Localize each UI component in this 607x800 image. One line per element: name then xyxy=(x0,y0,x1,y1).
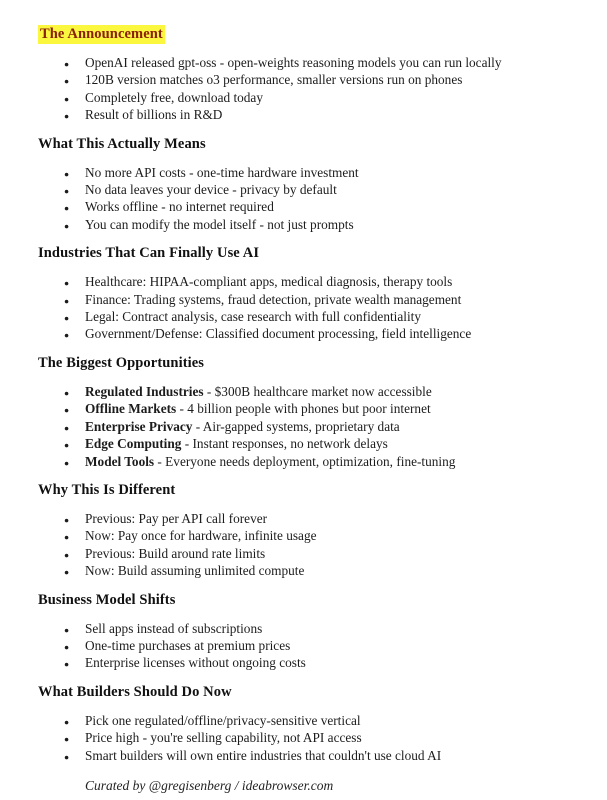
section-heading: Why This Is Different xyxy=(38,481,176,498)
bullet-item: ● Result of billions in R&D xyxy=(85,106,567,123)
bullet-item: ● Smart builders will own entire industries that couldn't use cloud AI xyxy=(85,747,567,764)
bullet-item: ● OpenAI released gpt-oss - open-weights reasoning models you can run locally xyxy=(85,54,567,71)
bullet-item: ● One-time purchases at premium prices xyxy=(85,637,567,654)
bullet-item: ● Now: Pay once for hardware, infinite usage xyxy=(85,527,567,544)
bullet-item: ● Enterprise licenses without ongoing costs xyxy=(85,654,567,671)
bullet-text: - Instant responses, no network delays xyxy=(181,436,388,452)
bullet-item: ● 120B version matches o3 performance, smaller versions run on phones xyxy=(85,71,567,88)
bullet-text: - Everyone needs deployment, optimization, fine-tuning xyxy=(154,453,456,469)
bullet-item: ● Finance: Trading systems, fraud detection, private wealth management xyxy=(85,291,567,308)
section-heading: Business Model Shifts xyxy=(38,591,176,608)
highlighted-heading-text: The Announcement xyxy=(40,26,163,42)
bullet-item: ● Pick one regulated/offline/privacy-sensitive vertical xyxy=(85,712,567,729)
bullet-item: ● Previous: Build around rate limits xyxy=(85,545,567,562)
bullet-bold-lead: Enterprise Privacy xyxy=(85,418,193,434)
bullet-item: ● No more API costs - one-time hardware investment xyxy=(85,164,567,181)
bullet-list xyxy=(38,620,567,672)
bullet-item: ● Works offline - no internet required xyxy=(85,198,567,215)
bullet-item: ● Now: Build assuming unlimited compute xyxy=(85,562,567,579)
bullet-list xyxy=(38,164,567,234)
bullet-list xyxy=(38,510,567,580)
bullet-item: ● Sell apps instead of subscriptions xyxy=(85,620,567,637)
bullet-list xyxy=(38,54,567,124)
bullet-list xyxy=(38,273,567,343)
bullet-bold-lead: Edge Computing xyxy=(85,436,182,452)
bullet-list xyxy=(38,383,567,470)
footer-credit: Curated by @gregisenberg / ideabrowser.com xyxy=(85,777,334,793)
bullet-item: ● No data leaves your device - privacy by default xyxy=(85,181,567,198)
bullet-item xyxy=(85,435,567,452)
bullet-bold-lead: Regulated Industries xyxy=(85,383,204,399)
bullet-item: ● Healthcare: HIPAA-compliant apps, medical diagnosis, therapy tools xyxy=(85,273,567,290)
bullet-item xyxy=(85,400,567,417)
bullet-bold-lead: Model Tools xyxy=(85,453,155,469)
bullet-text: - Air-gapped systems, proprietary data xyxy=(192,418,400,434)
bullet-item xyxy=(85,383,567,400)
bullet-list xyxy=(38,712,567,764)
section-heading xyxy=(38,26,567,42)
section-heading: The Biggest Opportunities xyxy=(38,354,205,371)
bullet-item xyxy=(85,453,567,470)
section-heading: What This Actually Means xyxy=(38,135,206,152)
bullet-item: ● You can modify the model itself - not just prompts xyxy=(85,216,567,233)
bullet-item: ● Previous: Pay per API call forever xyxy=(85,510,567,527)
bullet-text: - $300B healthcare market now accessible xyxy=(203,383,432,399)
bullet-bold-lead: Offline Markets xyxy=(85,401,177,417)
document-body xyxy=(38,26,567,764)
section-heading: What Builders Should Do Now xyxy=(38,683,232,700)
bullet-item: ● Government/Defense: Classified document processing, field intelligence xyxy=(85,325,567,342)
section-heading: Industries That Can Finally Use AI xyxy=(38,245,260,262)
bullet-item xyxy=(85,418,567,435)
bullet-item: ● Completely free, download today xyxy=(85,89,567,106)
bullet-text: - 4 billion people with phones but poor internet xyxy=(176,401,431,417)
bullet-item: ● Price high - you're selling capability, not API access xyxy=(85,729,567,746)
bullet-item: ● Legal: Contract analysis, case research with full confidentiality xyxy=(85,308,567,325)
